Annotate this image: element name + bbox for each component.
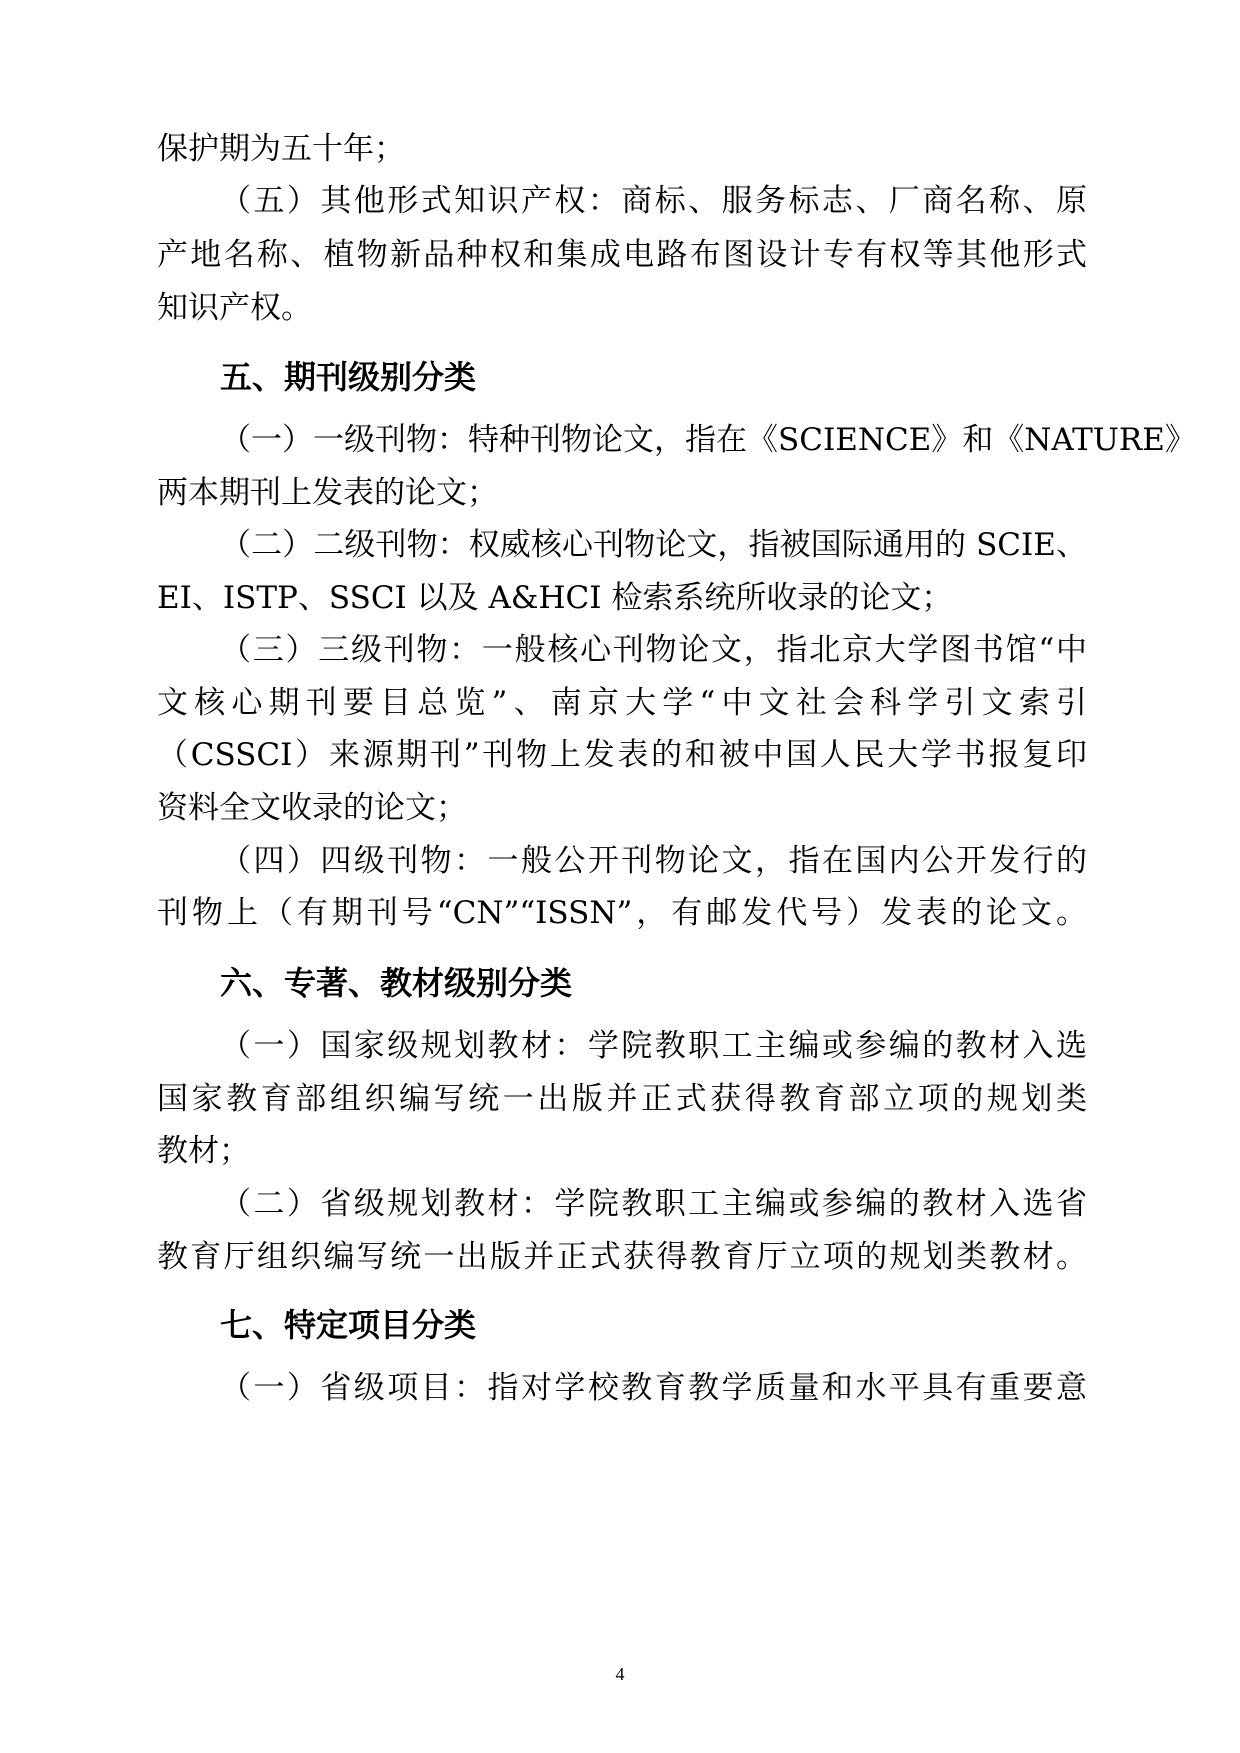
page-number: 4: [615, 1664, 625, 1684]
paragraph-line: （二）二级刊物：权威核心刊物论文，指被国际通用的 SCIE、: [220, 527, 1087, 563]
paragraph-line: （一）省级项目：指对学校教育教学质量和水平具有重要意: [220, 1370, 1087, 1406]
paragraph-line: （四）四级刊物：一般公开刊物论文，指在国内公开发行的: [220, 843, 1087, 879]
paragraph-line: 知识产权。: [157, 290, 312, 326]
paragraph-line: 教材；: [157, 1133, 250, 1169]
paragraph-line: （CSSCI）来源期刊”刊物上发表的和被中国人民大学书报复印: [157, 737, 1087, 773]
paragraph-line: 教育厅组织编写统一出版并正式获得教育厅立项的规划类教材。: [157, 1239, 1087, 1275]
section-heading-7: 七、特定项目分类: [220, 1306, 477, 1344]
paragraph-line: （五）其他形式知识产权：商标、服务标志、厂商名称、原: [220, 183, 1087, 219]
section-heading-6: 六、专著、教材级别分类: [220, 964, 573, 1002]
paragraph-line: 产地名称、植物新品种权和集成电路布图设计专有权等其他形式: [157, 237, 1087, 273]
paragraph-line: 文核心期刊要目总览”、南京大学“中文社会科学引文索引: [157, 685, 1087, 721]
paragraph-line: 保护期为五十年；: [157, 131, 405, 167]
paragraph-line: EI、ISTP、SSCI 以及 A&HCI 检索系统所收录的论文；: [157, 580, 953, 616]
paragraph-line: 两本期刊上发表的论文；: [157, 475, 498, 511]
section-heading-5: 五、期刊级别分类: [220, 358, 477, 396]
paragraph-line: 国家教育部组织编写统一出版并正式获得教育部立项的规划类: [157, 1081, 1087, 1117]
paragraph-line: （一）国家级规划教材：学院教职工主编或参编的教材入选: [220, 1028, 1087, 1064]
paragraph-line: （二）省级规划教材：学院教职工主编或参编的教材入选省: [220, 1186, 1087, 1222]
paragraph-line: 资料全文收录的论文；: [157, 790, 467, 826]
paragraph-line: （三）三级刊物：一般核心刊物论文，指北京大学图书馆“中: [220, 632, 1087, 668]
paragraph-line: （一）一级刊物：特种刊物论文，指在《SCIENCE》和《NATURE》: [220, 422, 1196, 458]
paragraph-line: 刊物上（有期刊号“CN”“ISSN”，有邮发代号）发表的论文。: [157, 895, 1087, 931]
